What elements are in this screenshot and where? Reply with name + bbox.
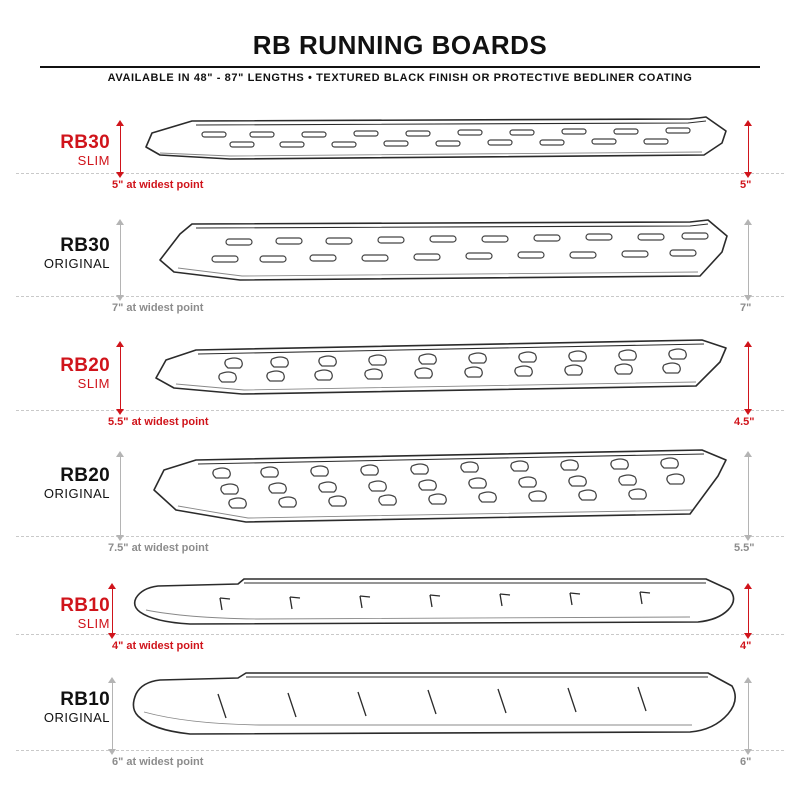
board-illustration-rb20-original xyxy=(130,448,730,540)
board-illustration-rb30-slim xyxy=(130,115,730,175)
board-illustration-rb10-original xyxy=(130,672,740,752)
height-arrow-left xyxy=(120,346,121,410)
height-dimension-label: 6" xyxy=(740,756,752,768)
width-dimension-label: 7.5" at widest point xyxy=(108,542,209,554)
height-arrow-right xyxy=(748,346,749,410)
spec-row-rb30-original xyxy=(0,218,800,328)
page-title: RB RUNNING BOARDS xyxy=(252,30,548,60)
height-arrow-right xyxy=(748,682,749,750)
board-illustration-rb10-slim xyxy=(130,578,740,636)
height-arrow-left xyxy=(112,588,113,634)
width-dimension-label: 7" at widest point xyxy=(112,302,204,314)
row-label: RB30 ORIGINAL xyxy=(43,235,110,271)
width-dimension-label: 4" at widest point xyxy=(112,640,204,652)
height-dimension-label: 5" xyxy=(740,179,752,191)
height-arrow-left xyxy=(120,125,121,173)
spec-row-rb10-original xyxy=(0,672,800,782)
spec-row-rb30-slim xyxy=(0,115,800,225)
row-label: RB10 ORIGINAL xyxy=(43,689,110,725)
height-arrow-right xyxy=(748,224,749,296)
row-label: RB30 SLIM xyxy=(60,132,110,168)
board-illustration-rb30-original xyxy=(130,218,730,298)
height-arrow-left xyxy=(120,224,121,296)
height-dimension-label: 4" xyxy=(740,640,752,652)
page-header xyxy=(0,0,800,61)
width-dimension-label: 6" at widest point xyxy=(112,756,204,768)
width-dimension-label: 5.5" at widest point xyxy=(108,416,209,428)
spec-row-rb20-original xyxy=(0,448,800,558)
row-label: RB20 ORIGINAL xyxy=(43,465,110,501)
height-arrow-right xyxy=(748,588,749,634)
row-label: RB10 SLIM xyxy=(60,595,110,631)
height-arrow-right xyxy=(748,456,749,536)
height-arrow-left xyxy=(120,456,121,536)
height-dimension-label: 4.5" xyxy=(734,416,755,428)
height-dimension-label: 5.5" xyxy=(734,542,755,554)
spec-row-rb20-slim xyxy=(0,338,800,448)
height-arrow-right xyxy=(748,125,749,173)
board-illustration-rb20-slim xyxy=(130,338,730,412)
width-dimension-label: 5" at widest point xyxy=(112,179,204,191)
row-label: RB20 SLIM xyxy=(60,355,110,391)
height-dimension-label: 7" xyxy=(740,302,752,314)
height-arrow-left xyxy=(112,682,113,750)
page-subtitle: AVAILABLE IN 48" - 87" LENGTHS • TEXTURED BLACK FINISH OR PROTECTIVE BEDLINER COATING xyxy=(107,72,693,84)
header-divider xyxy=(40,66,760,68)
